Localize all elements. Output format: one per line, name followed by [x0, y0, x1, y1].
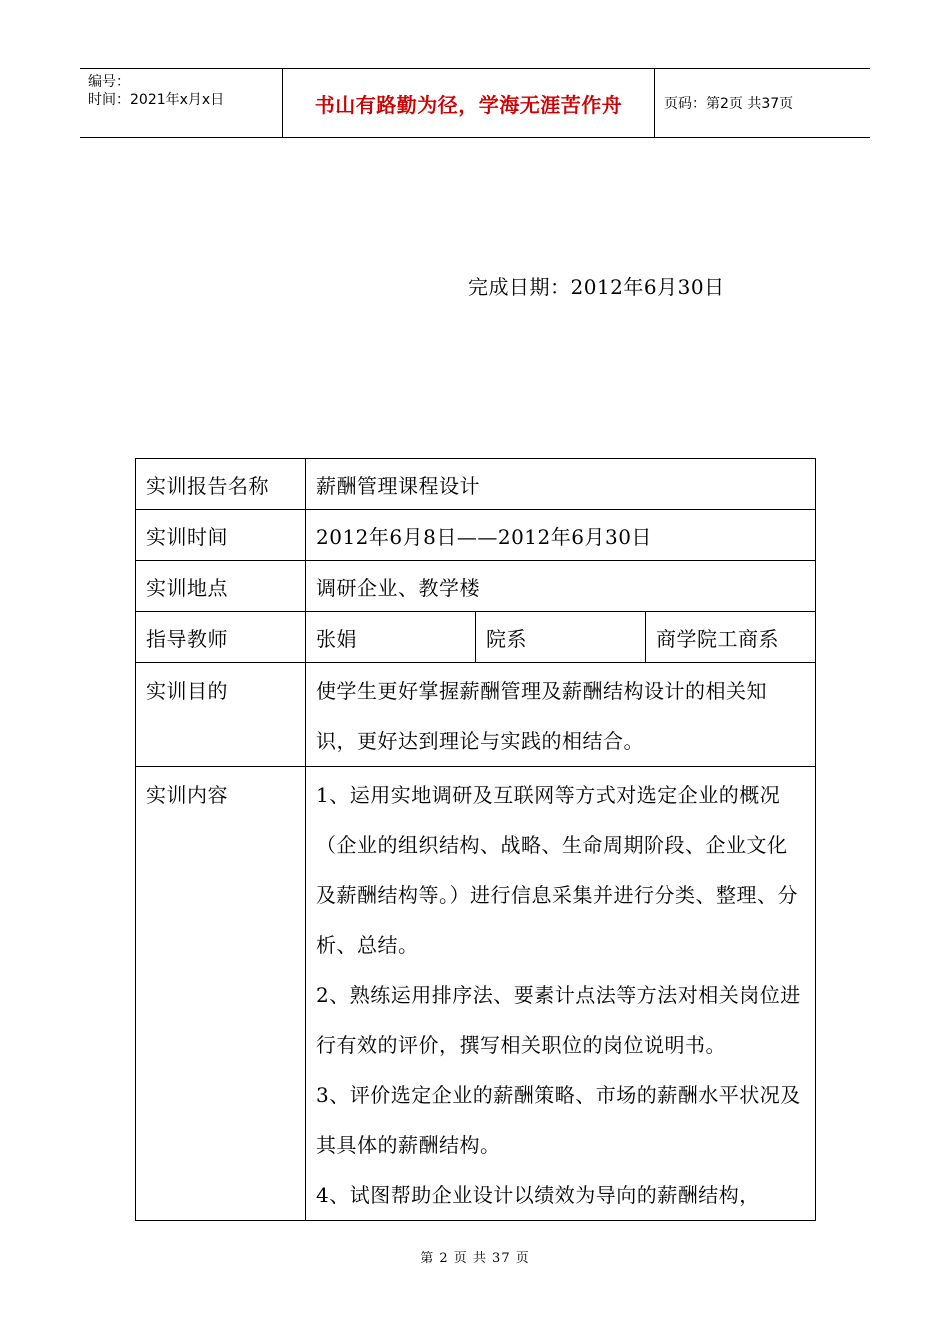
table-row: [136, 612, 816, 663]
table-row: [136, 561, 816, 612]
report-table: [135, 458, 816, 1221]
header-motto: 书山有路勤为径，学海无涯苦作舟: [314, 92, 623, 117]
content-item: 3、评价选定企业的薪酬策略、市场的薪酬水平状况及其具体的薪酬结构。: [316, 1083, 801, 1157]
header-page-number: 页码：第2页 共37页: [664, 96, 794, 112]
time-label: 时间：2021年x月x日: [88, 92, 225, 108]
table-row: [136, 510, 816, 561]
header-divider: [654, 69, 655, 137]
content-item: 2、熟练运用排序法、要素计点法等方法对相关岗位进行有效的评价，撰写相关职位的岗位说明书。: [316, 983, 801, 1057]
report-teacher-label: 指导教师: [136, 612, 306, 663]
table-row: [136, 663, 816, 767]
report-dept-label: 院系: [476, 612, 646, 663]
report-name-label: 实训报告名称: [136, 459, 306, 510]
code-label: 编号：: [88, 74, 130, 90]
report-purpose-value: 使学生更好掌握薪酬管理及薪酬结构设计的相关知识，更好达到理论与实践的相结合。: [306, 663, 816, 767]
header-meta: [88, 73, 224, 109]
report-dept-value: 商学院工商系: [646, 612, 816, 663]
report-teacher-value: 张娟: [306, 612, 476, 663]
report-name-value: 薪酬管理课程设计: [306, 459, 816, 510]
page-footer: 第 2 页 共 37 页: [420, 1251, 530, 1266]
completion-date: 完成日期：2012年6月30日: [468, 275, 725, 299]
content-item: 4、试图帮助企业设计以绩效为导向的薪酬结构，: [316, 1183, 760, 1207]
report-purpose-label: 实训目的: [136, 663, 306, 767]
report-content-label: 实训内容: [136, 767, 306, 1221]
page-header: [80, 68, 870, 138]
table-row: [136, 459, 816, 510]
report-place-label: 实训地点: [136, 561, 306, 612]
report-content-value: [306, 767, 816, 1221]
table-row: [136, 767, 816, 1221]
report-time-label: 实训时间: [136, 510, 306, 561]
content-item: 1、运用实地调研及互联网等方式对选定企业的概况（企业的组织结构、战略、生命周期阶段、企业文化及薪酬结构等。）进行信息采集并进行分类、整理、分析、总结。: [316, 783, 798, 957]
report-time-value: 2012年6月8日——2012年6月30日: [306, 510, 816, 561]
report-place-value: 调研企业、教学楼: [306, 561, 816, 612]
